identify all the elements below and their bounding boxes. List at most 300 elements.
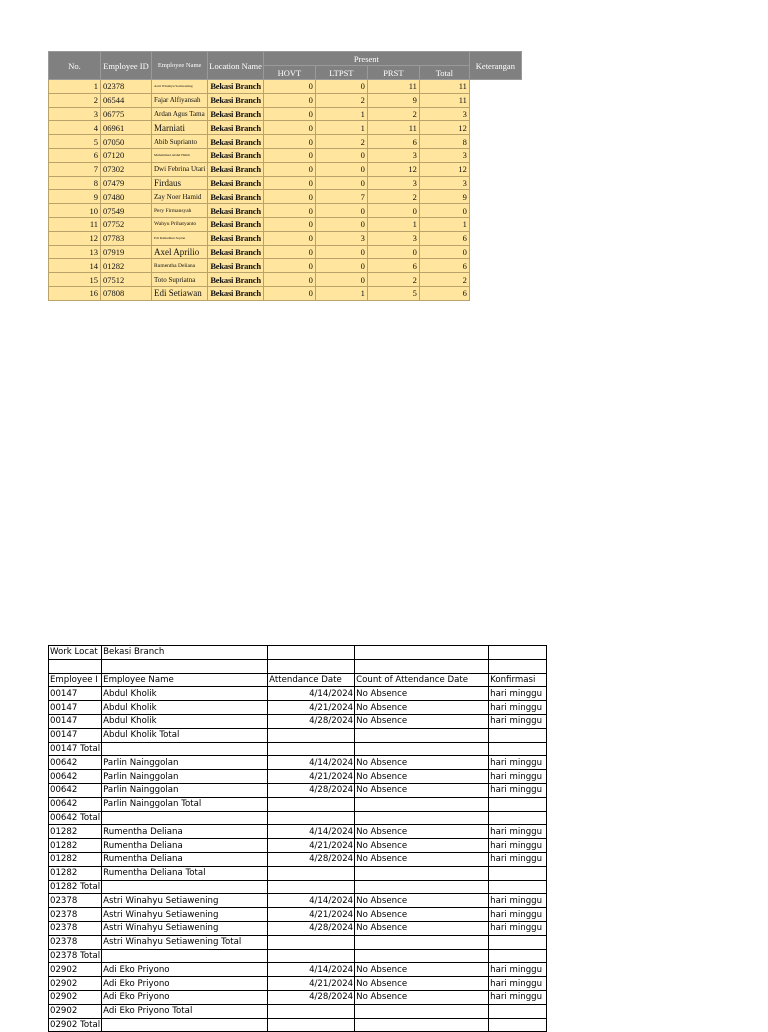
cell-hovt: 0 [263, 259, 315, 273]
cell-employee-id: 07549 [101, 204, 152, 218]
cell-attendance-date [268, 797, 355, 811]
cell-no: 6 [49, 148, 101, 162]
detail-row [49, 894, 547, 908]
cell-ltpst: 1 [315, 107, 367, 121]
cell-employee-name [102, 1018, 268, 1032]
cell-employee-id: 02902 [49, 990, 102, 1004]
cell-total: 12 [419, 121, 469, 135]
cell-prst: 5 [367, 286, 419, 300]
cell-employee-id: 01282 [49, 825, 102, 839]
detail-row [49, 646, 547, 660]
cell-employee-name: Dwi Febrina Utari [152, 162, 208, 176]
cell-employee-id: Employee I [49, 673, 102, 687]
cell-employee-id: 07480 [101, 190, 152, 204]
detail-row [49, 908, 547, 922]
cell-employee-id: 01282 [49, 852, 102, 866]
cell-location-name: Bekasi Branch [208, 231, 264, 245]
cell-ltpst: 7 [315, 190, 367, 204]
cell-employee-id: 02378 [49, 935, 102, 949]
cell-employee-id: 07808 [101, 286, 152, 300]
header-employee-name: Employee Name [152, 52, 208, 80]
header-employee-id: Employee ID [101, 52, 152, 80]
cell-attendance-date: 4/21/2024 [268, 839, 355, 853]
cell-attendance-date: 4/28/2024 [268, 990, 355, 1004]
cell-ltpst: 0 [315, 273, 367, 287]
summary-row [49, 121, 522, 135]
cell-count: No Absence [355, 825, 489, 839]
cell-employee-id: 07120 [101, 148, 152, 162]
cell-total: 1 [419, 217, 469, 231]
cell-konfirmasi [489, 646, 547, 660]
cell-keterangan [469, 217, 521, 231]
cell-location-name: Bekasi Branch [208, 107, 264, 121]
cell-employee-id: 02378 [101, 80, 152, 94]
cell-no: 5 [49, 135, 101, 149]
cell-employee-id: 06961 [101, 121, 152, 135]
detail-row [49, 852, 547, 866]
cell-total: 0 [419, 204, 469, 218]
cell-konfirmasi: hari minggu [489, 783, 547, 797]
cell-attendance-date [268, 880, 355, 894]
cell-employee-name: Adi Eko Priyono Total [102, 1004, 268, 1018]
cell-no: 3 [49, 107, 101, 121]
cell-employee-name: Zay Noer Hamid [152, 190, 208, 204]
cell-employee-name: Adi Eko Priyono [102, 963, 268, 977]
cell-prst: 12 [367, 162, 419, 176]
cell-prst: 6 [367, 259, 419, 273]
cell-total: 8 [419, 135, 469, 149]
cell-konfirmasi [489, 797, 547, 811]
cell-ltpst: 0 [315, 204, 367, 218]
cell-count [355, 880, 489, 894]
cell-count: No Absence [355, 770, 489, 784]
cell-hovt: 0 [263, 80, 315, 94]
cell-ltpst: 2 [315, 135, 367, 149]
cell-ltpst: 3 [315, 231, 367, 245]
cell-employee-name: Pery Firmansyah [152, 204, 208, 218]
cell-hovt: 0 [263, 162, 315, 176]
cell-no: 13 [49, 245, 101, 259]
cell-total: 0 [419, 245, 469, 259]
cell-count: Count of Attendance Date [355, 673, 489, 687]
cell-employee-name: Edi Ramadhan Sopian [152, 231, 208, 245]
cell-attendance-date [268, 728, 355, 742]
cell-employee-name: Abdul Kholik [102, 701, 268, 715]
detail-row [49, 714, 547, 728]
cell-no: 8 [49, 176, 101, 190]
cell-employee-name: Astri Winahyu Setiawening Total [102, 935, 268, 949]
attendance-detail-table [48, 645, 547, 1032]
cell-employee-id: 02378 [49, 921, 102, 935]
cell-konfirmasi: hari minggu [489, 852, 547, 866]
cell-employee-name: Abib Suprianto [152, 135, 208, 149]
cell-konfirmasi: hari minggu [489, 977, 547, 991]
detail-row [49, 990, 547, 1004]
cell-konfirmasi [489, 1018, 547, 1032]
cell-ltpst: 0 [315, 217, 367, 231]
cell-location-name: Bekasi Branch [208, 190, 264, 204]
cell-employee-name: Rumentha Deliana Total [102, 866, 268, 880]
cell-ltpst: 1 [315, 286, 367, 300]
cell-employee-name [102, 811, 268, 825]
cell-employee-name: Edi Setiawan [152, 286, 208, 300]
cell-count [355, 1004, 489, 1018]
cell-total: 6 [419, 286, 469, 300]
cell-hovt: 0 [263, 231, 315, 245]
summary-row [49, 190, 522, 204]
summary-row [49, 162, 522, 176]
cell-count: No Absence [355, 977, 489, 991]
cell-employee-id: 00147 [49, 714, 102, 728]
cell-employee-id: 01282 [49, 866, 102, 880]
cell-attendance-date: 4/14/2024 [268, 894, 355, 908]
cell-employee-name: Rumentha Deliana [152, 259, 208, 273]
cell-employee-name: Parlin Nainggolan [102, 756, 268, 770]
cell-no: 4 [49, 121, 101, 135]
summary-row [49, 273, 522, 287]
cell-no: 14 [49, 259, 101, 273]
header-keterangan: Keterangan [469, 52, 521, 80]
cell-konfirmasi: hari minggu [489, 990, 547, 1004]
cell-employee-name: Astri Winahyu Setiawening [102, 908, 268, 922]
cell-employee-name: Rumentha Deliana [102, 839, 268, 853]
cell-employee-id: 07512 [101, 273, 152, 287]
detail-row [49, 797, 547, 811]
cell-employee-id: 00147 Total [50, 743, 101, 754]
cell-konfirmasi [489, 935, 547, 949]
cell-keterangan [469, 162, 521, 176]
cell-attendance-date [268, 811, 355, 825]
cell-count [355, 866, 489, 880]
header-ltpst: LTPST [315, 66, 367, 80]
cell-total: 6 [419, 259, 469, 273]
cell-employee-id: 02902 Total [50, 1019, 101, 1030]
cell-employee-id: 00147 [49, 687, 102, 701]
cell-employee-name: Employee Name [102, 673, 268, 687]
cell-keterangan [469, 286, 521, 300]
cell-employee-name: Abdul Kholik [102, 687, 268, 701]
cell-keterangan [469, 121, 521, 135]
cell-hovt: 0 [263, 135, 315, 149]
cell-total: 3 [419, 176, 469, 190]
cell-employee-id: 07479 [101, 176, 152, 190]
cell-attendance-date [268, 1004, 355, 1018]
cell-count: No Absence [355, 894, 489, 908]
summary-table-body [49, 80, 522, 301]
cell-employee-name: Astri Winahyu Setiawening [152, 80, 208, 94]
header-location-name: Location Name [208, 52, 264, 80]
detail-row [49, 687, 547, 701]
cell-attendance-date: 4/21/2024 [268, 770, 355, 784]
cell-employee-id: 00642 [49, 797, 102, 811]
cell-location-name: Bekasi Branch [208, 259, 264, 273]
cell-no: 15 [49, 273, 101, 287]
cell-no: 1 [49, 80, 101, 94]
detail-row [49, 880, 547, 894]
cell-ltpst: 0 [315, 259, 367, 273]
cell-konfirmasi [489, 949, 547, 963]
summary-row [49, 107, 522, 121]
detail-row [49, 1018, 547, 1032]
summary-row [49, 231, 522, 245]
cell-employee-id: 07050 [101, 135, 152, 149]
cell-hovt: 0 [263, 217, 315, 231]
summary-row [49, 135, 522, 149]
cell-total: 11 [419, 93, 469, 107]
cell-employee-name: Abdul Kholik [102, 714, 268, 728]
detail-row [49, 839, 547, 853]
cell-prst: 2 [367, 190, 419, 204]
cell-employee-id: 00147 [49, 728, 102, 742]
cell-keterangan [469, 93, 521, 107]
cell-employee-name: Muhammad Abdul Halim [152, 148, 208, 162]
cell-keterangan [469, 245, 521, 259]
cell-prst: 1 [367, 217, 419, 231]
summary-row [49, 286, 522, 300]
cell-keterangan [469, 259, 521, 273]
detail-row [49, 756, 547, 770]
cell-konfirmasi: Konfirmasi [489, 673, 547, 687]
cell-employee-name: Adi Eko Priyono [102, 990, 268, 1004]
cell-employee-name: Adi Eko Priyono [102, 977, 268, 991]
cell-attendance-date: 4/14/2024 [268, 963, 355, 977]
cell-total: 3 [419, 107, 469, 121]
cell-count [355, 659, 489, 673]
cell-count: No Absence [355, 852, 489, 866]
cell-employee-id: 07302 [101, 162, 152, 176]
cell-ltpst: 0 [315, 80, 367, 94]
cell-count: No Absence [355, 701, 489, 715]
cell-total: 12 [419, 162, 469, 176]
cell-employee-id: 01282 [49, 839, 102, 853]
summary-row [49, 176, 522, 190]
cell-employee-name: Firdaus [152, 176, 208, 190]
cell-count: No Absence [355, 839, 489, 853]
detail-row [49, 811, 547, 825]
cell-count: No Absence [355, 714, 489, 728]
cell-hovt: 0 [263, 93, 315, 107]
cell-attendance-date: 4/14/2024 [268, 825, 355, 839]
cell-employee-name: Axel Aprilio [152, 245, 208, 259]
cell-employee-id: 02378 [49, 908, 102, 922]
cell-employee-id: 01282 [101, 259, 152, 273]
cell-location-name: Bekasi Branch [208, 176, 264, 190]
detail-row [49, 728, 547, 742]
cell-ltpst: 0 [315, 148, 367, 162]
cell-employee-name [102, 659, 268, 673]
cell-employee-id: 01282 Total [50, 881, 101, 892]
cell-attendance-date: 4/21/2024 [268, 908, 355, 922]
cell-total: 6 [419, 231, 469, 245]
cell-no: 10 [49, 204, 101, 218]
cell-location-name: Bekasi Branch [208, 217, 264, 231]
cell-location-name: Bekasi Branch [208, 148, 264, 162]
cell-prst: 6 [367, 135, 419, 149]
cell-location-name: Bekasi Branch [208, 93, 264, 107]
cell-konfirmasi: hari minggu [489, 770, 547, 784]
cell-ltpst: 0 [315, 162, 367, 176]
cell-no: 7 [49, 162, 101, 176]
summary-row [49, 93, 522, 107]
cell-prst: 3 [367, 231, 419, 245]
detail-row [49, 659, 547, 673]
cell-no: 9 [49, 190, 101, 204]
cell-count: No Absence [355, 963, 489, 977]
cell-attendance-date: 4/28/2024 [268, 714, 355, 728]
cell-employee-name: Toto Supriatna [152, 273, 208, 287]
cell-total: 11 [419, 80, 469, 94]
cell-attendance-date [268, 646, 355, 660]
cell-keterangan [469, 80, 521, 94]
cell-employee-id: 06544 [101, 93, 152, 107]
cell-hovt: 0 [263, 245, 315, 259]
summary-row [49, 259, 522, 273]
cell-prst: 2 [367, 273, 419, 287]
cell-location-name: Bekasi Branch [208, 245, 264, 259]
cell-konfirmasi: hari minggu [489, 687, 547, 701]
cell-keterangan [469, 231, 521, 245]
cell-count [355, 935, 489, 949]
cell-employee-name: Wahyu Prihatyanto [152, 217, 208, 231]
cell-attendance-date: 4/28/2024 [268, 852, 355, 866]
cell-keterangan [469, 135, 521, 149]
cell-prst: 11 [367, 80, 419, 94]
cell-location-name: Bekasi Branch [208, 286, 264, 300]
cell-prst: 0 [367, 245, 419, 259]
cell-location-name: Bekasi Branch [208, 162, 264, 176]
cell-employee-name: Parlin Nainggolan [102, 770, 268, 784]
cell-employee-id: 07783 [101, 231, 152, 245]
cell-prst: 2 [367, 107, 419, 121]
cell-employee-id: 02902 [49, 963, 102, 977]
cell-employee-id: Work Locat [49, 646, 102, 660]
cell-count [355, 728, 489, 742]
cell-employee-id: 00642 [49, 783, 102, 797]
cell-no: 16 [49, 286, 101, 300]
cell-konfirmasi: hari minggu [489, 894, 547, 908]
cell-employee-id: 00642 [49, 756, 102, 770]
cell-no: 2 [49, 93, 101, 107]
detail-row [49, 783, 547, 797]
cell-employee-id: 07919 [101, 245, 152, 259]
cell-konfirmasi [489, 811, 547, 825]
detail-row [49, 935, 547, 949]
cell-employee-id: 00642 [49, 770, 102, 784]
cell-count [355, 1018, 489, 1032]
summary-row [49, 217, 522, 231]
cell-keterangan [469, 273, 521, 287]
detail-row [49, 701, 547, 715]
cell-konfirmasi: hari minggu [489, 921, 547, 935]
cell-employee-name: Fajar Alfiyansah [152, 93, 208, 107]
cell-konfirmasi: hari minggu [489, 825, 547, 839]
cell-attendance-date [268, 742, 355, 756]
cell-konfirmasi [489, 880, 547, 894]
cell-ltpst: 0 [315, 245, 367, 259]
cell-count [355, 742, 489, 756]
cell-attendance-date: 4/21/2024 [268, 701, 355, 715]
cell-employee-name: Astri Winahyu Setiawening [102, 894, 268, 908]
summary-row [49, 80, 522, 94]
cell-prst: 3 [367, 176, 419, 190]
cell-attendance-date: 4/28/2024 [268, 921, 355, 935]
attendance-summary-table [48, 51, 522, 301]
cell-konfirmasi [489, 1004, 547, 1018]
cell-employee-name: Bekasi Branch [102, 646, 268, 660]
cell-hovt: 0 [263, 204, 315, 218]
cell-count: No Absence [355, 990, 489, 1004]
cell-attendance-date [268, 659, 355, 673]
detail-row [49, 673, 547, 687]
cell-hovt: 0 [263, 148, 315, 162]
cell-employee-id: 02378 [49, 894, 102, 908]
cell-konfirmasi [489, 742, 547, 756]
cell-attendance-date [268, 1018, 355, 1032]
cell-location-name: Bekasi Branch [208, 121, 264, 135]
detail-row [49, 977, 547, 991]
cell-ltpst: 1 [315, 121, 367, 135]
cell-employee-id [49, 659, 102, 673]
detail-row [49, 1004, 547, 1018]
cell-keterangan [469, 204, 521, 218]
cell-employee-name: Parlin Nainggolan Total [102, 797, 268, 811]
cell-employee-name: Rumentha Deliana [102, 825, 268, 839]
cell-keterangan [469, 190, 521, 204]
cell-employee-id: 06775 [101, 107, 152, 121]
cell-employee-name [102, 742, 268, 756]
cell-konfirmasi [489, 659, 547, 673]
cell-attendance-date: 4/14/2024 [268, 687, 355, 701]
cell-hovt: 0 [263, 107, 315, 121]
cell-count: No Absence [355, 921, 489, 935]
cell-konfirmasi: hari minggu [489, 701, 547, 715]
cell-hovt: 0 [263, 176, 315, 190]
summary-row [49, 148, 522, 162]
cell-employee-name: Parlin Nainggolan [102, 783, 268, 797]
header-present: Present [263, 52, 469, 66]
cell-total: 3 [419, 148, 469, 162]
cell-keterangan [469, 176, 521, 190]
cell-employee-name [102, 949, 268, 963]
detail-row [49, 866, 547, 880]
header-hovt: HOVT [263, 66, 315, 80]
cell-hovt: 0 [263, 286, 315, 300]
cell-employee-name [102, 880, 268, 894]
cell-location-name: Bekasi Branch [208, 80, 264, 94]
cell-attendance-date: 4/14/2024 [268, 756, 355, 770]
cell-location-name: Bekasi Branch [208, 135, 264, 149]
cell-count: No Absence [355, 908, 489, 922]
cell-keterangan [469, 148, 521, 162]
summary-row [49, 245, 522, 259]
detail-row [49, 963, 547, 977]
cell-prst: 3 [367, 148, 419, 162]
cell-employee-name: Rumentha Deliana [102, 852, 268, 866]
cell-attendance-date [268, 935, 355, 949]
cell-prst: 9 [367, 93, 419, 107]
detail-row [49, 770, 547, 784]
header-total: Total [419, 66, 469, 80]
cell-count [355, 646, 489, 660]
cell-employee-name: Marniati [152, 121, 208, 135]
cell-attendance-date: Attendance Date [268, 673, 355, 687]
cell-count: No Absence [355, 687, 489, 701]
cell-count [355, 811, 489, 825]
cell-attendance-date [268, 949, 355, 963]
cell-count [355, 797, 489, 811]
cell-count: No Absence [355, 783, 489, 797]
cell-employee-id: 00642 Total [50, 812, 101, 823]
